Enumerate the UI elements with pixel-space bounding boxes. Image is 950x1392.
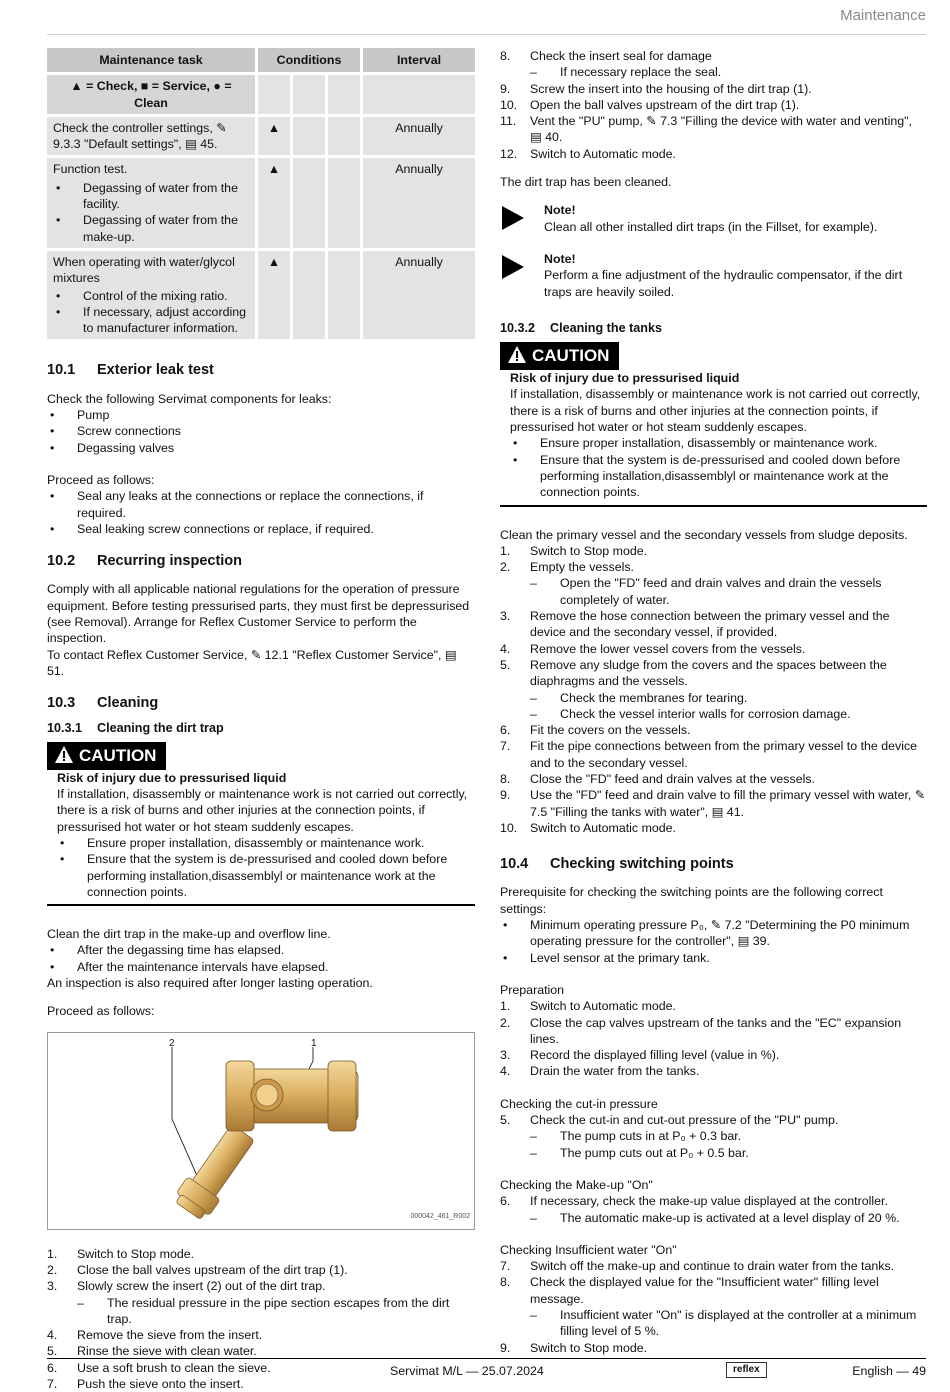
list-item: • Ensure that the system is de-pressurised and cooled down before performing installation,disassemblyl or maintenance work at the connection points. — [510, 452, 927, 501]
right-column — [500, 48, 927, 1356]
list-item: • Ensure proper installation, disassembly or maintenance work. — [510, 435, 927, 451]
paragraph: Clean the dirt trap in the make-up and overflow line. — [47, 927, 331, 942]
table-row — [47, 251, 475, 339]
note-arrow-icon — [502, 206, 524, 230]
list-item: 8. Close the "FD" feed and drain valves at the vessels. — [500, 771, 815, 786]
section-heading-10-3-2: 10.3.2 Cleaning the tanks — [500, 320, 662, 335]
list-item: • Degassing of water from the facility. — [53, 180, 249, 213]
sub-item: – The pump cuts out at P₀ + 0.5 bar. — [500, 1145, 927, 1161]
list-item: • After the degassing time has elapsed. — [47, 942, 475, 958]
table-legend: ▲ = Check, ■ = Service, ● = Clean — [47, 75, 255, 114]
list-item: 7. Switch off the make-up and continue to drain water from the tanks. — [500, 1259, 895, 1274]
list-item: 2. Empty the vessels. — [500, 560, 634, 575]
list-item: • Ensure that the system is de-pressurised and cooled down before performing installation,disassemblyl or maintenance work at the connection points. — [57, 851, 475, 900]
paragraph: Comply with all applicable national regulations for the operation of pressure equipment. Before testing pressurised parts, they must first be depressurised (see Removal). Arrange for Reflex Customer Service to perform the inspection. — [47, 582, 470, 646]
sub-item: – The residual pressure in the pipe section escapes from the dirt trap. — [47, 1295, 475, 1328]
paragraph: An inspection is also required after longer lasting operation. — [47, 976, 373, 991]
list-item: • Seal leaking screw connections or replace, if required. — [47, 521, 475, 537]
paragraph: Prerequisite for checking the switching points are the following correct settings: — [500, 885, 883, 916]
list-item: 1. Switch to Stop mode. — [500, 543, 648, 558]
list-item: 4. Drain the water from the tanks. — [500, 1064, 700, 1079]
list-item: • Ensure proper installation, disassembly or maintenance work. — [57, 835, 475, 851]
list-item: 1. Switch to Stop mode. — [47, 1246, 195, 1261]
list-item: 4. Remove the sieve from the insert. — [47, 1328, 263, 1343]
paragraph: Check the following Servimat components for leaks: — [47, 391, 332, 406]
caution-label: CAUTION — [47, 742, 166, 770]
section-heading-10-3-1: 10.3.1 Cleaning the dirt trap — [47, 720, 224, 735]
task-text: Check the controller settings, ✎ 9.3.3 "Default settings", ▤ 45. — [53, 120, 227, 152]
list-item: • Screw connections — [47, 423, 475, 439]
header-rule — [47, 34, 926, 35]
paragraph: Proceed as follows: — [47, 472, 155, 487]
paragraph: To contact Reflex Customer Service, ✎ 12.1 "Reflex Customer Service", ▤ 51. — [47, 647, 457, 678]
list-item: 9. Switch to Stop mode. — [500, 1340, 648, 1355]
list-item: • Degassing of water from the make-up. — [53, 212, 249, 245]
note-text: Perform a fine adjustment of the hydraulic compensator, if the dirt traps are heavily soiled. — [544, 268, 903, 299]
table-row — [47, 158, 475, 247]
subheading-insufficient-water: Checking Insufficient water "On" — [500, 1242, 677, 1257]
list-item: 5. Check the cut-in and cut-out pressure of the "PU" pump. — [500, 1113, 839, 1128]
note-box — [500, 251, 927, 300]
caution-box — [500, 342, 927, 506]
list-item: 9. Use the "FD" feed and drain valve to fill the primary vessel with water, ✎ 7.5 "Filling the tanks with water", ▤ 41. — [500, 788, 926, 819]
list-item: 4. Remove the lower vessel covers from the vessels. — [500, 641, 806, 656]
dirt-trap-steps-part1 — [47, 1246, 475, 1295]
caution-box — [47, 742, 475, 906]
section-heading-10-4: 10.4 Checking switching points — [500, 856, 734, 873]
list-item: 3. Record the displayed filling level (value in %). — [500, 1048, 780, 1063]
paragraph: The dirt trap has been cleaned. — [500, 175, 672, 190]
table-header-interval: Interval — [363, 48, 475, 72]
section-heading-10-1: 10.1 Exterior leak test — [47, 362, 214, 379]
sub-item: – The automatic make-up is activated at a level display of 20 %. — [500, 1210, 927, 1226]
note-title: Note! — [544, 251, 576, 266]
maintenance-table — [44, 45, 478, 342]
list-item: 2. Close the ball valves upstream of the dirt trap (1). — [47, 1262, 348, 1277]
list-item: • Seal any leaks at the connections or replace the connections, if required. — [47, 488, 475, 521]
list-item: • If necessary, adjust according to manufacturer information. — [53, 304, 249, 337]
table-header-conditions: Conditions — [258, 48, 360, 72]
list-item: 6. Fit the covers on the vessels. — [500, 723, 691, 738]
footer-page-number: English — 49 — [852, 1364, 926, 1378]
list-item: 8. Check the displayed value for the "Insufficient water" filling level message. — [500, 1275, 879, 1306]
list-item: • Minimum operating pressure P₀, ✎ 7.2 "Determining the P0 minimum operating pressure for the controller", ▤ 39. — [500, 917, 927, 950]
list-item: 9. Screw the insert into the housing of the dirt trap (1). — [500, 81, 812, 96]
section-heading-10-2: 10.2 Recurring inspection — [47, 553, 243, 570]
list-item: • Pump — [47, 407, 475, 423]
table-header-task: Maintenance task — [47, 48, 255, 72]
list-item: • Level sensor at the primary tank. — [500, 950, 927, 966]
list-item: 5. Remove any sludge from the covers and the spaces between the diaphragms and the vessels. — [500, 657, 887, 689]
sub-item: – Open the "FD" feed and drain valves and drain the vessels completely of water. — [500, 575, 927, 608]
check-mark: ▲ — [258, 117, 290, 156]
figure-label-1: 1 — [311, 1037, 317, 1049]
interval-value: Annually — [363, 158, 475, 247]
caution-label: CAUTION — [500, 342, 619, 370]
list-item: • After the maintenance intervals have elapsed. — [47, 959, 475, 975]
figure-label-2: 2 — [169, 1037, 175, 1049]
note-title: Note! — [544, 203, 576, 218]
check-mark: ▲ — [258, 251, 290, 339]
caution-text: If installation, disassembly or maintenance work is not carried out correctly, there is a risk of burns and other injuries at the connection points, if pressurised hot water or hot steam suddenly escapes. — [510, 387, 921, 435]
note-arrow-icon — [502, 255, 524, 279]
sub-item: – The pump cuts in at P₀ + 0.3 bar. — [500, 1128, 927, 1144]
list-item: 5. Rinse the sieve with clean water. — [47, 1344, 257, 1359]
figure-code: 000042_461_R002 — [410, 1213, 470, 1221]
list-item: 10. Switch to Automatic mode. — [500, 820, 677, 835]
task-text: When operating with water/glycol mixtures — [53, 254, 235, 286]
caution-text: If installation, disassembly or maintenance work is not carried out correctly, there is a risk of burns and other injuries at the connection points, if pressurised hot water or hot steam suddenly escapes. — [57, 787, 468, 834]
task-text: Function test. — [53, 162, 128, 177]
footer-document: Servimat M/L — 25.07.2024 — [390, 1364, 544, 1378]
sub-item: – Check the vessel interior walls for corrosion damage. — [500, 706, 927, 722]
note-box — [500, 202, 927, 235]
page-header-section: Maintenance — [840, 7, 926, 24]
check-mark: ▲ — [258, 158, 290, 247]
dirt-trap-illustration — [48, 1033, 474, 1229]
left-column — [47, 48, 475, 1392]
footer-rule — [47, 1358, 926, 1359]
list-item: 2. Close the cap valves upstream of the tanks and the "EC" expansion lines. — [500, 1015, 902, 1046]
list-item: 3. Remove the hose connection between the primary vessel and the device and the secondary vessel, if provided. — [500, 609, 890, 640]
list-item: 11. Vent the "PU" pump, ✎ 7.3 "Filling the device with water and venting", ▤ 40. — [500, 114, 912, 145]
warning-icon — [508, 346, 526, 363]
interval-value: Annually — [363, 251, 475, 339]
list-item: 7. Fit the pipe connections between from the primary vessel to the device and to the secondary vessel. — [500, 739, 918, 770]
warning-icon — [55, 746, 73, 763]
paragraph: Clean the primary vessel and the secondary vessels from sludge deposits. — [500, 527, 908, 542]
subheading-cut-in: Checking the cut-in pressure — [500, 1096, 658, 1111]
interval-value: Annually — [363, 117, 475, 156]
sub-item: – Insufficient water "On" is displayed at the controller at a minimum filling level of 5 %. — [500, 1307, 927, 1340]
list-item: 12. Switch to Automatic mode. — [500, 146, 677, 161]
caution-title: Risk of injury due to pressurised liquid — [57, 770, 287, 785]
list-item: • Control of the mixing ratio. — [53, 288, 249, 304]
note-text: Clean all other installed dirt traps (in the Fillset, for example). — [544, 219, 878, 234]
list-item: • Degassing valves — [47, 440, 475, 456]
dirt-trap-figure — [47, 1032, 475, 1230]
caution-title: Risk of injury due to pressurised liquid — [510, 371, 740, 386]
list-item: 1. Switch to Automatic mode. — [500, 999, 677, 1014]
sub-item: – Check the membranes for tearing. — [500, 690, 927, 706]
list-item: 8. Check the insert seal for damage — [500, 49, 712, 63]
list-item: 6. Use a soft brush to clean the sieve. — [47, 1360, 271, 1375]
list-item: 10. Open the ball valves upstream of the dirt trap (1). — [500, 97, 800, 112]
section-heading-10-3: 10.3 Cleaning — [47, 695, 159, 712]
list-item: 7. Push the sieve onto the insert. — [47, 1377, 244, 1392]
subheading-make-up: Checking the Make-up "On" — [500, 1177, 653, 1192]
list-item: 3. Slowly screw the insert (2) out of the dirt trap. — [47, 1279, 326, 1294]
paragraph: Proceed as follows: — [47, 1004, 155, 1019]
reflex-logo: reflex — [726, 1362, 767, 1378]
subheading-preparation: Preparation — [500, 982, 565, 997]
sub-item: – If necessary replace the seal. — [500, 64, 927, 80]
list-item: 6. If necessary, check the make-up value displayed at the controller. — [500, 1194, 888, 1209]
table-row — [47, 117, 475, 156]
